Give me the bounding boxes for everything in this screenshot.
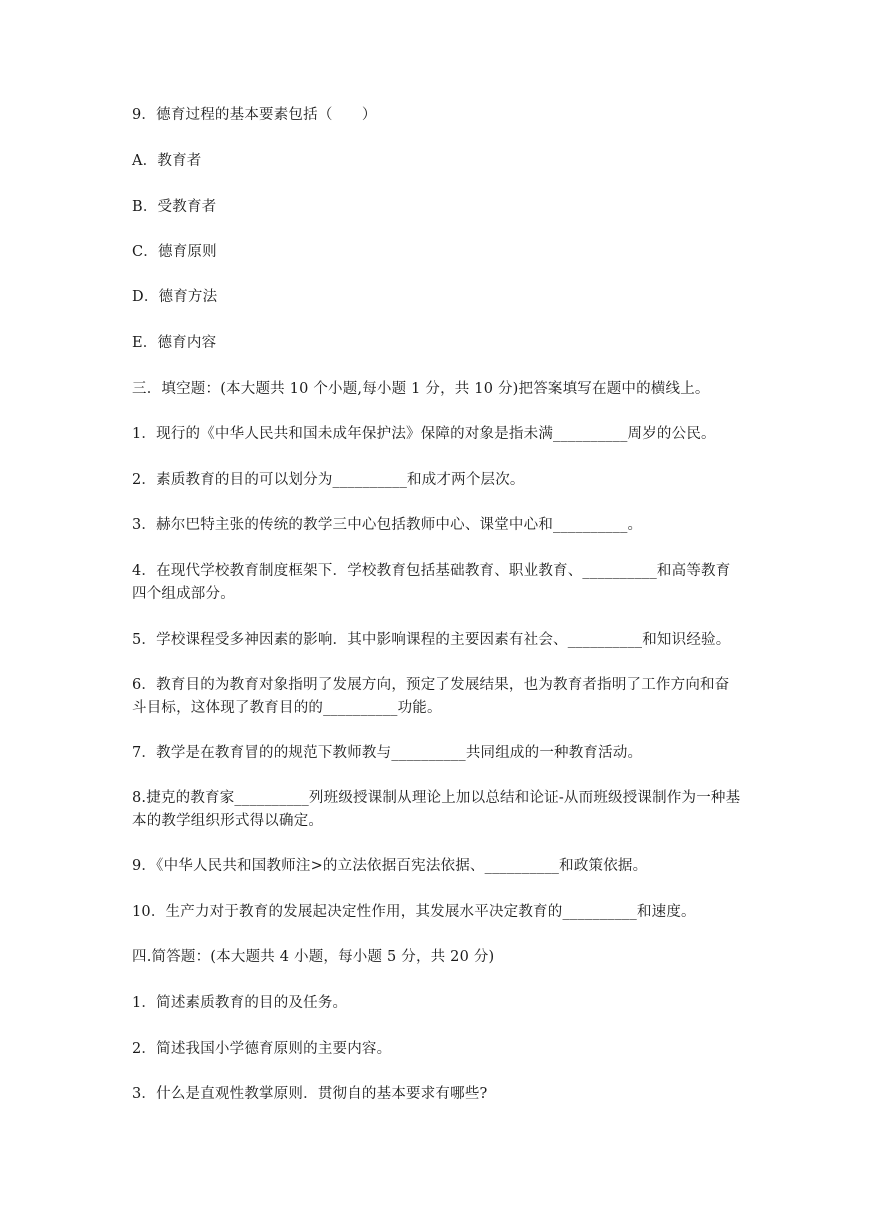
option-d: D．德育方法 [132, 289, 218, 305]
option-c: C．德育原则 [132, 244, 217, 260]
fill-blank-5: 5．学校课程受多神因素的影响．其中影响课程的主要因素有社会、__________和知识经验。 [132, 632, 731, 648]
fill-blank-7: 7．教学是在教育冒的的规范下教师教与__________共同组成的一种教育活动。 [132, 745, 643, 761]
fill-blank-3: 3．赫尔巴特主张的传统的教学三中心包括教师中心、课堂中心和__________。 [132, 517, 643, 533]
option-e: E．德育内容 [132, 335, 217, 351]
fill-blank-1: 1．现行的《中华人民共和国未成年保护法》保障的对象是指未满__________周岁的公民。 [132, 426, 716, 442]
question-9-stem: 9．德育过程的基本要素包括（ ） [132, 107, 377, 123]
fill-blank-6: 6．教育目的为教育对象指明了发展方向，预定了发展结果，也为教育者指明了工作方向和奋斗目标，这体现了教育目的的__________功能。 [132, 677, 730, 716]
section-4-heading: 四.简答题：(本大题共 4 小题，每小题 5 分，共 20 分) [132, 949, 495, 965]
section-3-heading: 三．填空题：(本大题共 10 个小题,每小题 1 分，共 10 分)把答案填写在题中的横线上。 [132, 381, 710, 397]
fill-blank-8: 8.捷克的教育家__________列班级授课制从理论上加以总结和论证-从而班级授课制作为一种基本的教学组织形式得以确定。 [132, 790, 741, 829]
fill-blank-10: 10．生产力对于教育的发展起决定性作用，其发展水平决定教育的__________和速度。 [132, 904, 696, 920]
fill-blank-4: 4．在现代学校教育制度框架下．学校教育包括基础教育、职业教育、__________和高等教育四个组成部分。 [132, 563, 731, 602]
option-b: B．受教育者 [132, 199, 217, 215]
short-answer-3: 3．什么是直观性教掌原则．贯彻自的基本要求有哪些? [132, 1086, 488, 1102]
option-a: A．教育者 [132, 153, 202, 169]
fill-blank-2: 2．素质教育的目的可以划分为__________和成才两个层次。 [132, 472, 525, 488]
short-answer-1: 1．简述素质教育的目的及任务。 [132, 995, 348, 1011]
fill-blank-9: 9．《中华人民共和国教师注>的立法依据百宪法依据、__________和政策依据。 [132, 858, 648, 874]
short-answer-2: 2．简述我国小学德育原则的主要内容。 [132, 1041, 392, 1057]
